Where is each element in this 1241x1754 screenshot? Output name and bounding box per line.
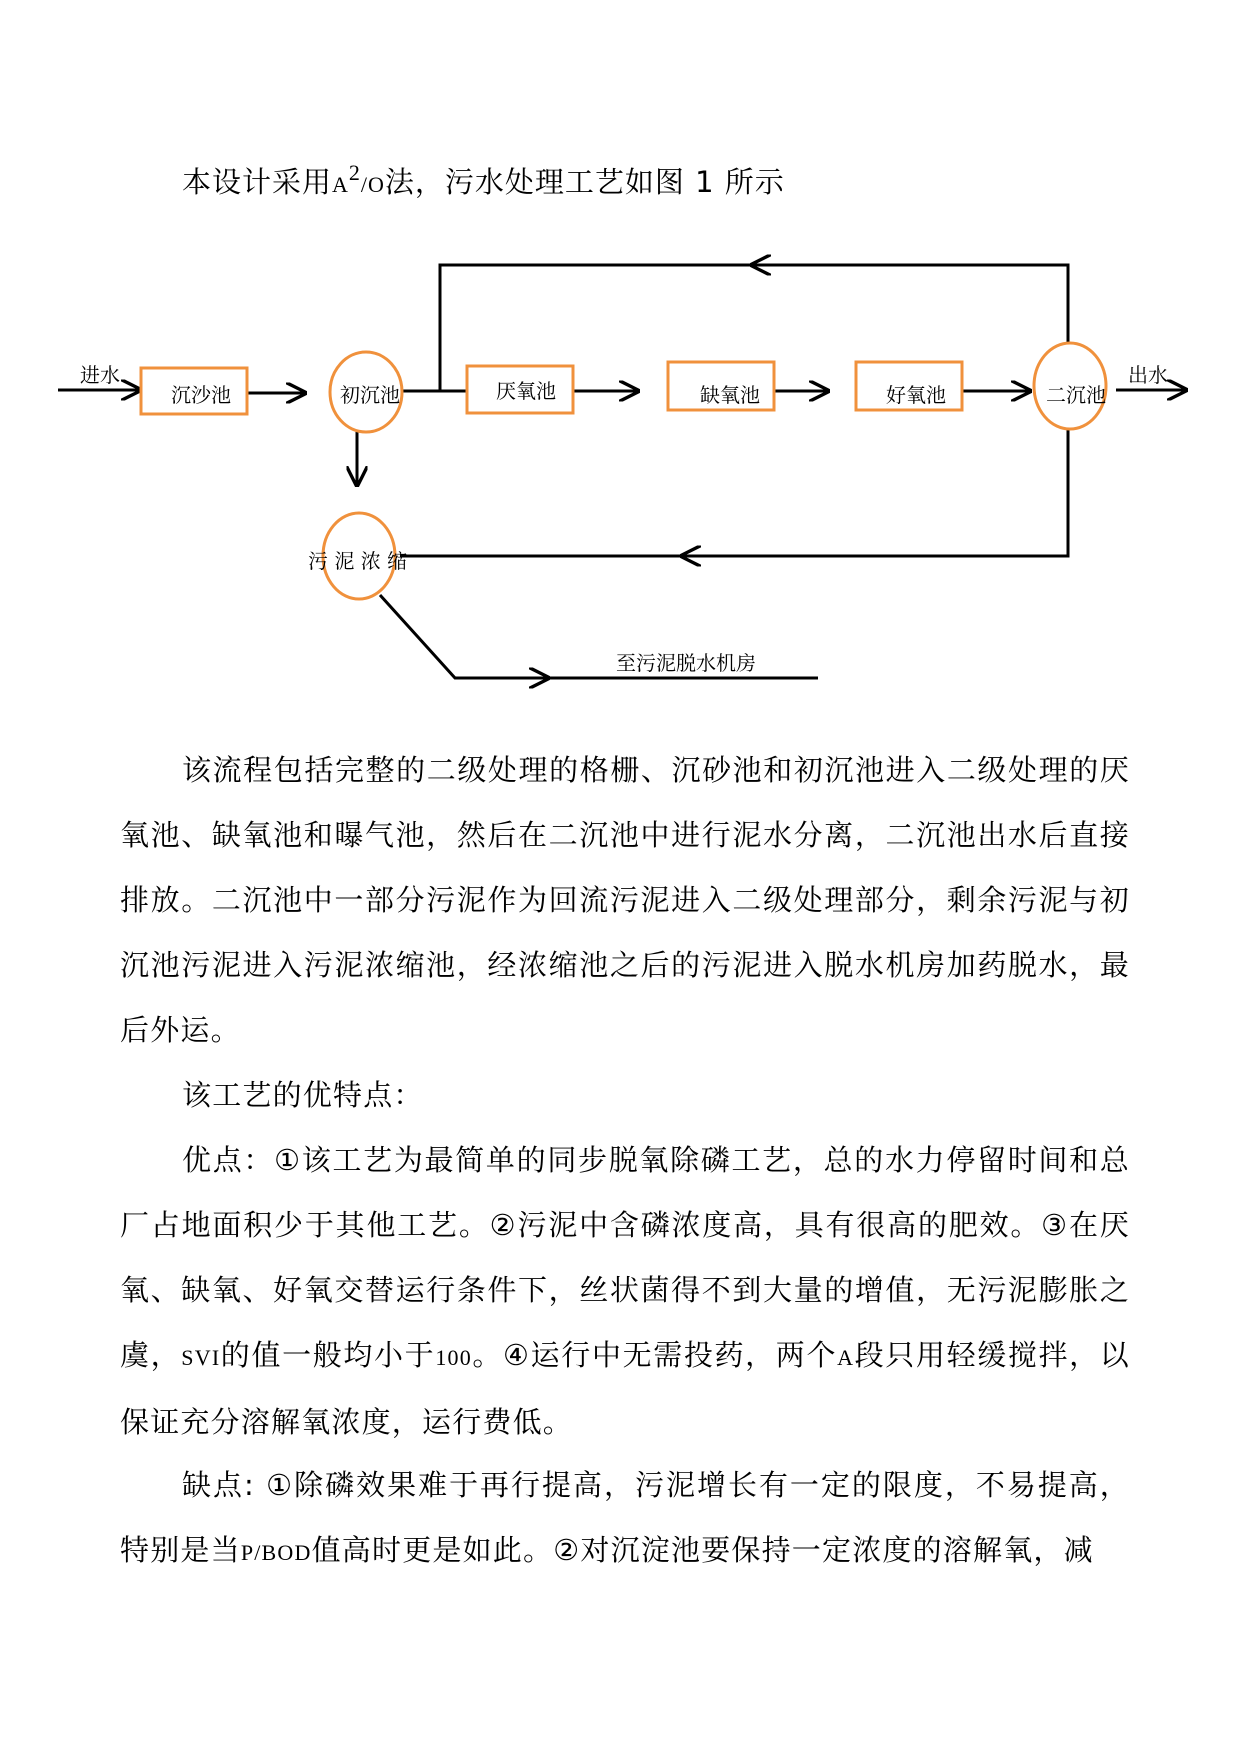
inflow-label: 进水 — [80, 363, 120, 387]
paragraph-process-description: 该流程包括完整的二级处理的格栅、沉砂池和初沉池进入二级处理的厌氧池、缺氧池和曝气池，然后在二沉池中进行泥水分离，二沉池出水后直接排放。二沉池中一部分污泥作为回流污泥进入二级处理部分，剩余污泥与初沉池污泥进入污泥浓缩池，经浓缩池之后的污泥进入脱水机房加药脱水，最后外运。 — [120, 753, 1130, 1047]
primary-clarifier-label: 初沉池 — [340, 383, 400, 407]
anoxic-tank-label: 缺氧池 — [700, 383, 760, 407]
aerobic-tank-label: 好氧池 — [886, 383, 946, 407]
intro-prefix: 本设计采用 — [182, 165, 333, 199]
outflow-label: 出水 — [1128, 363, 1168, 387]
paragraph-advantages: 优点：①该工艺为最简单的同步脱氧除磷工艺，总的水力停留时间和总厂占地面积少于其他工艺。②污泥中含磷浓度高，具有很高的肥效。③在厌氧、缺氧、好氧交替运行条件下，丝状菌得不到大量的增值，无污泥膨胀之虞，SVI的值一般均小于100。④运行中无需投药，两个A段只用轻缓搅拌，以保证充分溶解氧浓度，运行费低。 — [120, 1143, 1130, 1439]
svi-term: SVI — [181, 1345, 221, 1370]
method-a: A — [332, 172, 349, 197]
sludge-thickener-label: 污 泥 浓 缩 — [308, 549, 408, 573]
paragraph-disadvantages: 缺点: ①除磷效果难于再行提高，污泥增长有一定的限度，不易提高，特别是当P/BOD值高时更是如此。②对沉淀池要保持一定浓度的溶解氧，减 — [120, 1468, 1130, 1567]
waste-sludge-line — [400, 430, 1068, 556]
to-dewatering-label: 至污泥脱水机房 — [616, 651, 756, 675]
p-bod-term: P/BOD — [240, 1540, 312, 1565]
method-o: /O — [360, 172, 385, 197]
intro-suffix: 法，污水处理工艺如图 1 所示 — [384, 165, 785, 199]
svi-limit: 100 — [435, 1345, 472, 1370]
grit-chamber-label: 沉沙池 — [171, 383, 231, 407]
process-flow-diagram — [0, 0, 1241, 720]
anaerobic-tank-label: 厌氧池 — [496, 379, 556, 403]
paragraph-features-heading: 该工艺的优特点： — [182, 1078, 424, 1112]
a-stage-letter: A — [837, 1345, 855, 1370]
method-superscript: 2 — [348, 160, 361, 185]
secondary-clarifier-label: 二沉池 — [1046, 383, 1106, 407]
